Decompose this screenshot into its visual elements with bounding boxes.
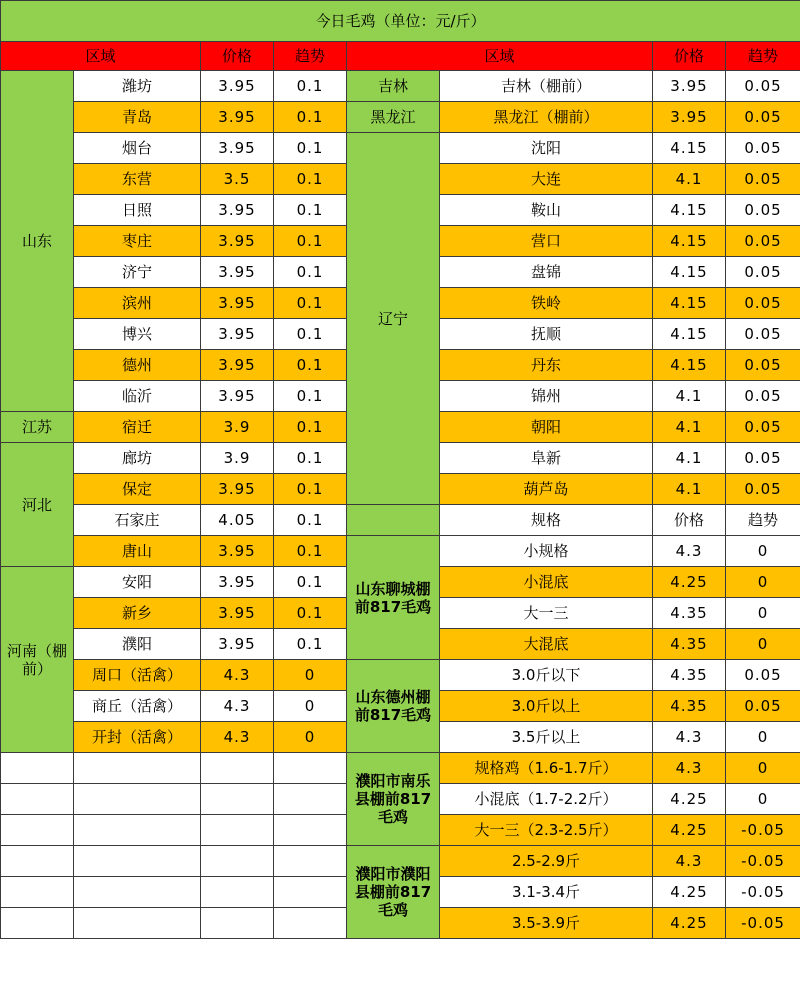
spec-cell: 大一三（2.3-2.5斤） [440, 815, 653, 846]
trend-cell: 0.05 [726, 319, 800, 350]
price-cell: 3.95 [201, 226, 274, 257]
trend-cell: 0 [274, 722, 347, 753]
city-cell: 周口（活禽） [74, 660, 201, 691]
empty-cell [274, 753, 347, 784]
header-left-trend: 趋势 [274, 42, 347, 71]
empty-cell [1, 784, 74, 815]
trend-cell: 0.05 [726, 102, 800, 133]
empty-cell [1, 908, 74, 939]
empty-cell [274, 908, 347, 939]
table-row [1, 71, 800, 102]
price-cell: 3.95 [201, 257, 274, 288]
spec-header-blank [347, 505, 440, 536]
trend-cell: 0.1 [274, 164, 347, 195]
trend-cell: -0.05 [726, 877, 800, 908]
table-row [1, 660, 800, 691]
spec-cell: 小混底 [440, 567, 653, 598]
city-cell: 开封（活禽） [74, 722, 201, 753]
city-cell: 铁岭 [440, 288, 653, 319]
header-right-price: 价格 [653, 42, 726, 71]
trend-cell: 0.1 [274, 598, 347, 629]
city-cell: 抚顺 [440, 319, 653, 350]
price-cell: 4.25 [653, 815, 726, 846]
price-cell: 4.1 [653, 164, 726, 195]
header-left-price: 价格 [201, 42, 274, 71]
city-cell: 日照 [74, 195, 201, 226]
page-title: 今日毛鸡（单位：元/斤） [1, 1, 800, 42]
price-cell: 3.9 [201, 443, 274, 474]
province-cell: 江苏 [1, 412, 74, 443]
city-cell: 濮阳 [74, 629, 201, 660]
trend-cell: 0.1 [274, 350, 347, 381]
source-cell: 山东聊城棚前817毛鸡 [347, 536, 440, 660]
table-row [1, 846, 800, 877]
price-cell: 3.95 [201, 381, 274, 412]
trend-cell: 0.1 [274, 288, 347, 319]
city-cell: 锦州 [440, 381, 653, 412]
trend-cell: 0.05 [726, 288, 800, 319]
empty-cell [201, 877, 274, 908]
empty-cell [74, 784, 201, 815]
price-cell: 3.95 [653, 102, 726, 133]
empty-cell [274, 784, 347, 815]
empty-cell [1, 815, 74, 846]
table-row [1, 536, 800, 567]
trend-cell: 0.1 [274, 102, 347, 133]
city-cell: 烟台 [74, 133, 201, 164]
city-cell: 吉林（棚前） [440, 71, 653, 102]
trend-cell: 0.05 [726, 257, 800, 288]
city-cell: 大连 [440, 164, 653, 195]
price-cell: 4.1 [653, 381, 726, 412]
trend-cell: 0 [726, 784, 800, 815]
table-row [1, 102, 800, 133]
city-cell: 安阳 [74, 567, 201, 598]
header-right-region: 区域 [347, 42, 653, 71]
trend-cell: 0.1 [274, 319, 347, 350]
city-cell: 唐山 [74, 536, 201, 567]
price-cell: 3.95 [201, 195, 274, 226]
trend-cell: 0.1 [274, 71, 347, 102]
header-left-region: 区域 [1, 42, 201, 71]
city-cell: 营口 [440, 226, 653, 257]
price-cell: 4.1 [653, 412, 726, 443]
price-cell: 4.15 [653, 350, 726, 381]
spec-cell: 3.0斤以下 [440, 660, 653, 691]
price-cell: 3.95 [201, 133, 274, 164]
trend-cell: 0.1 [274, 195, 347, 226]
spec-cell: 2.5-2.9斤 [440, 846, 653, 877]
trend-cell: 0.05 [726, 226, 800, 257]
spec-cell: 3.5-3.9斤 [440, 908, 653, 939]
trend-cell: 0.05 [726, 660, 800, 691]
trend-cell: 0.05 [726, 195, 800, 226]
city-cell: 东营 [74, 164, 201, 195]
trend-cell: 0.1 [274, 226, 347, 257]
trend-cell: 0.1 [274, 505, 347, 536]
price-cell: 3.95 [201, 567, 274, 598]
price-cell: 4.3 [201, 660, 274, 691]
trend-cell: 0.1 [274, 474, 347, 505]
spec-cell: 3.5斤以上 [440, 722, 653, 753]
city-cell: 商丘（活禽） [74, 691, 201, 722]
spec-header-price: 价格 [653, 505, 726, 536]
city-cell: 保定 [74, 474, 201, 505]
spec-header-trend: 趋势 [726, 505, 800, 536]
city-cell: 沈阳 [440, 133, 653, 164]
trend-cell: 0 [274, 660, 347, 691]
price-cell: 3.95 [201, 319, 274, 350]
trend-cell: 0.1 [274, 443, 347, 474]
price-cell: 4.25 [653, 784, 726, 815]
price-cell: 4.15 [653, 195, 726, 226]
city-cell: 黑龙江（棚前） [440, 102, 653, 133]
price-cell: 4.35 [653, 660, 726, 691]
city-cell: 潍坊 [74, 71, 201, 102]
table-row [1, 505, 800, 536]
trend-cell: 0.05 [726, 71, 800, 102]
province-cell: 辽宁 [347, 133, 440, 505]
empty-cell [201, 815, 274, 846]
city-cell: 博兴 [74, 319, 201, 350]
price-cell: 4.15 [653, 226, 726, 257]
price-cell: 4.35 [653, 629, 726, 660]
province-cell: 吉林 [347, 71, 440, 102]
trend-cell: 0.1 [274, 629, 347, 660]
province-cell: 河南（棚前） [1, 567, 74, 753]
trend-cell: 0.1 [274, 133, 347, 164]
trend-cell: 0 [726, 629, 800, 660]
price-cell: 4.15 [653, 319, 726, 350]
price-cell: 4.15 [653, 133, 726, 164]
trend-cell: 0.05 [726, 691, 800, 722]
price-cell: 3.5 [201, 164, 274, 195]
trend-cell: 0 [274, 691, 347, 722]
spec-cell: 大一三 [440, 598, 653, 629]
spec-header-label: 规格 [440, 505, 653, 536]
price-cell: 4.1 [653, 443, 726, 474]
price-cell: 4.1 [653, 474, 726, 505]
price-cell: 4.15 [653, 288, 726, 319]
price-cell: 4.3 [201, 722, 274, 753]
spec-cell: 小规格 [440, 536, 653, 567]
city-cell: 朝阳 [440, 412, 653, 443]
empty-cell [1, 846, 74, 877]
empty-cell [74, 877, 201, 908]
province-cell: 黑龙江 [347, 102, 440, 133]
trend-cell: 0.1 [274, 536, 347, 567]
price-cell: 3.95 [201, 288, 274, 319]
price-cell: 4.35 [653, 598, 726, 629]
trend-cell: 0.05 [726, 350, 800, 381]
price-cell: 4.3 [653, 536, 726, 567]
city-cell: 宿迁 [74, 412, 201, 443]
trend-cell: 0 [726, 598, 800, 629]
empty-cell [201, 784, 274, 815]
trend-cell: -0.05 [726, 908, 800, 939]
city-cell: 丹东 [440, 350, 653, 381]
city-cell: 廊坊 [74, 443, 201, 474]
price-cell: 3.95 [201, 536, 274, 567]
trend-cell: -0.05 [726, 815, 800, 846]
source-cell: 濮阳市濮阳县棚前817毛鸡 [347, 846, 440, 939]
city-cell: 济宁 [74, 257, 201, 288]
price-cell: 4.25 [653, 877, 726, 908]
table-row [1, 133, 800, 164]
price-cell: 3.95 [201, 350, 274, 381]
empty-cell [1, 877, 74, 908]
price-cell: 3.95 [653, 71, 726, 102]
empty-cell [274, 815, 347, 846]
price-cell: 4.05 [201, 505, 274, 536]
trend-cell: 0.05 [726, 474, 800, 505]
city-cell: 枣庄 [74, 226, 201, 257]
spec-cell: 小混底（1.7-2.2斤） [440, 784, 653, 815]
empty-cell [74, 846, 201, 877]
price-cell: 4.25 [653, 908, 726, 939]
trend-cell: 0 [726, 567, 800, 598]
source-cell: 山东德州棚前817毛鸡 [347, 660, 440, 753]
city-cell: 滨州 [74, 288, 201, 319]
price-cell: 4.3 [653, 722, 726, 753]
trend-cell: 0 [726, 536, 800, 567]
trend-cell: 0.05 [726, 164, 800, 195]
header-right-trend: 趋势 [726, 42, 800, 71]
price-cell: 3.95 [201, 474, 274, 505]
province-cell: 河北 [1, 443, 74, 567]
empty-cell [1, 753, 74, 784]
trend-cell: 0.1 [274, 412, 347, 443]
trend-cell: 0.1 [274, 381, 347, 412]
trend-cell: 0 [726, 753, 800, 784]
empty-cell [201, 753, 274, 784]
trend-cell: 0.05 [726, 381, 800, 412]
trend-cell: 0.05 [726, 443, 800, 474]
price-cell: 3.95 [201, 598, 274, 629]
price-cell: 4.3 [201, 691, 274, 722]
trend-cell: -0.05 [726, 846, 800, 877]
trend-cell: 0.05 [726, 133, 800, 164]
empty-cell [74, 753, 201, 784]
price-cell: 4.3 [653, 846, 726, 877]
city-cell: 阜新 [440, 443, 653, 474]
price-cell: 3.9 [201, 412, 274, 443]
city-cell: 临沂 [74, 381, 201, 412]
empty-cell [274, 877, 347, 908]
price-cell: 4.35 [653, 691, 726, 722]
city-cell: 盘锦 [440, 257, 653, 288]
trend-cell: 0.05 [726, 412, 800, 443]
empty-cell [74, 908, 201, 939]
city-cell: 葫芦岛 [440, 474, 653, 505]
city-cell: 青岛 [74, 102, 201, 133]
price-cell: 4.15 [653, 257, 726, 288]
city-cell: 鞍山 [440, 195, 653, 226]
table-row [1, 753, 800, 784]
city-cell: 德州 [74, 350, 201, 381]
city-cell: 石家庄 [74, 505, 201, 536]
empty-cell [201, 846, 274, 877]
province-cell: 山东 [1, 71, 74, 412]
empty-cell [201, 908, 274, 939]
spec-cell: 3.1-3.4斤 [440, 877, 653, 908]
empty-cell [274, 846, 347, 877]
price-cell: 3.95 [201, 629, 274, 660]
source-cell: 濮阳市南乐县棚前817毛鸡 [347, 753, 440, 846]
price-cell: 3.95 [201, 71, 274, 102]
price-cell: 4.25 [653, 567, 726, 598]
trend-cell: 0 [726, 722, 800, 753]
spec-cell: 规格鸡（1.6-1.7斤） [440, 753, 653, 784]
price-cell: 4.3 [653, 753, 726, 784]
empty-cell [74, 815, 201, 846]
spec-cell: 3.0斤以上 [440, 691, 653, 722]
trend-cell: 0.1 [274, 257, 347, 288]
price-cell: 3.95 [201, 102, 274, 133]
trend-cell: 0.1 [274, 567, 347, 598]
spec-cell: 大混底 [440, 629, 653, 660]
city-cell: 新乡 [74, 598, 201, 629]
